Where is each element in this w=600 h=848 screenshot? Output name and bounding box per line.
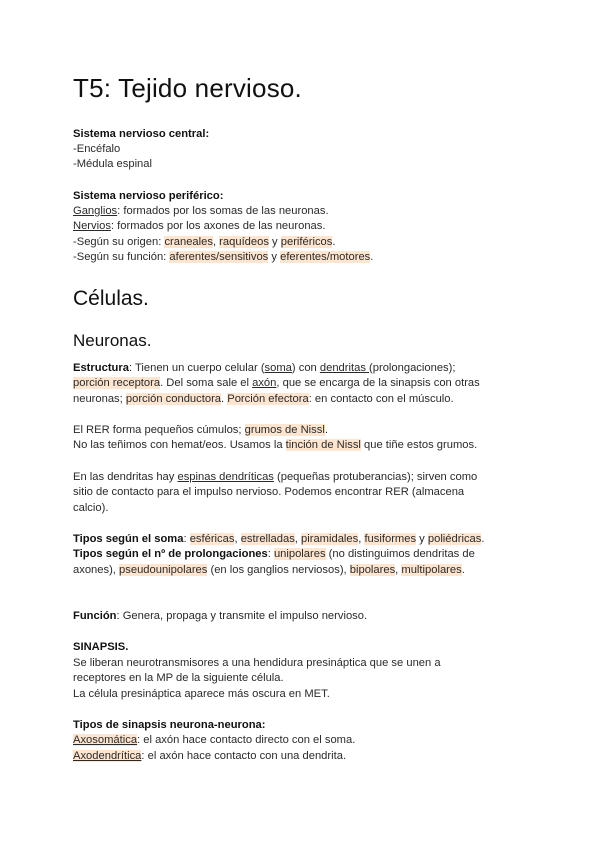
tipos-sinapsis-heading: Tipos de sinapsis neurona-neurona: xyxy=(73,719,266,731)
estructura-line-2: porción receptora. Del soma sale el axón, que se encarga de la sinapsis con otras xyxy=(73,377,480,389)
tipos-prolongaciones-line-2: axones), pseudounipolares (en los ganglios nerviosos), bipolares, multipolares. xyxy=(73,564,465,576)
sinapsis-heading: SINAPSIS. xyxy=(73,641,129,653)
snc-heading: Sistema nervioso central: xyxy=(73,128,210,140)
section-celulas: Células. xyxy=(73,287,149,310)
sinapsis-line-1: Se liberan neurotransmisores a una hendidura presináptica que se unen a xyxy=(73,657,441,669)
axosomatica-line: Axosomática: el axón hace contacto directo con el soma. xyxy=(73,734,356,746)
funcion-line: Función: Genera, propaga y transmite el impulso nervioso. xyxy=(73,610,368,622)
snp-origen-line: -Según su origen: craneales, raquídeos y periféricos. xyxy=(73,236,336,248)
page-title: T5: Tejido nervioso. xyxy=(73,73,302,103)
dendritas-line-1: En las dendritas hay espinas dendríticas (pequeñas protuberancias); sirven como xyxy=(73,471,478,483)
snp-funcion-line: -Según su función: aferentes/sensitivos y eferentes/motores. xyxy=(73,251,374,263)
axodendritica-line: Axodendrítica: el axón hace contacto con una dendrita. xyxy=(73,750,347,762)
snp-ganglios-line: Ganglios: formados por los somas de las neuronas. xyxy=(73,205,329,217)
snc-item-medula: -Médula espinal xyxy=(73,158,152,170)
rer-line-1: El RER forma pequeños cúmulos; grumos de Nissl. xyxy=(73,424,328,436)
tipos-prolongaciones-line-1: Tipos según el nº de prolongaciones: unipolares (no distinguimos dendritas de xyxy=(73,548,475,560)
dendritas-line-3: calcio). xyxy=(73,502,109,514)
estructura-line-1: Estructura: Tienen un cuerpo celular (soma) con dendritas (prolongaciones); xyxy=(73,362,456,374)
sinapsis-line-2: receptores en la MP de la siguiente célula. xyxy=(73,672,284,684)
section-neuronas: Neuronas. xyxy=(73,331,152,350)
dendritas-line-2: sitio de contacto para el impulso nervioso. Podemos encontrar RER (almacena xyxy=(73,486,465,498)
snp-nervios-line: Nervios: formados por los axones de las neuronas. xyxy=(73,220,326,232)
snc-item-encefalo: -Encéfalo xyxy=(73,143,121,155)
sinapsis-line-3: La célula presináptica aparece más oscura en MET. xyxy=(73,688,330,700)
snp-heading: Sistema nervioso periférico: xyxy=(73,190,224,202)
tipos-soma-line: Tipos según el soma: esféricas, estrelladas, piramidales, fusiformes y poliédricas. xyxy=(73,533,485,545)
estructura-line-3: neuronas; porción conductora. Porción efectora: en contacto con el músculo. xyxy=(73,393,454,405)
rer-line-2: No las teñimos con hemat/eos. Usamos la tinción de Nissl que tiñe estos grumos. xyxy=(73,439,478,451)
